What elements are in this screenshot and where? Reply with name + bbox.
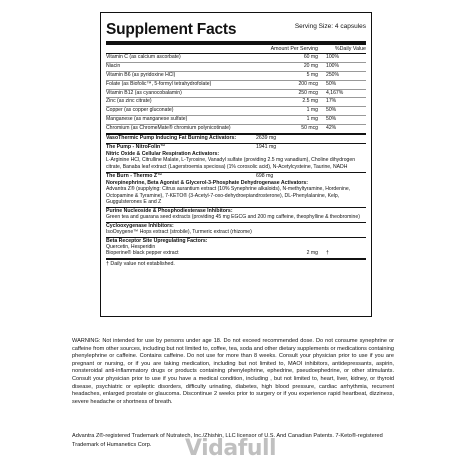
nutrient-name: Folate (as Biofolic™, 5-formyl tetrahydrofolate) [106,80,212,87]
nutrient-amount: 60 mg [303,54,318,60]
bioperine-row [106,250,366,258]
amount-column-label: Amount Per Serving [270,46,318,52]
burn-blend-label: The Burn - Thermo Z™ [106,172,163,179]
daily-value-column-label: %Daily Value [334,46,366,52]
serving-size: Serving Size: 4 capsules [294,23,366,30]
watermark-logo: Vidafull [185,436,277,461]
pump-section-text: L-Arginine HCl, Citrulline Malate, L-Tyrosine, Vanadyl sulfate (providing 2.5 mg vanadium), Choline dihydrogen citrate, Banaba leaf extract (Lagerstroemia speciosa) (1% corosolic acid), N-Acetylcysteine, Taurine, NADH [106,157,356,170]
nutrient-amount: 5 mg [306,71,318,78]
nutrient-dv: 4,167% [326,89,344,96]
supplement-facts-panel [100,12,372,317]
bioperine-dv: † [326,250,329,257]
panel-title: Supplement Facts [106,21,237,38]
nutrient-amount: 1 mg [306,116,318,123]
nutrient-name: Manganese (as manganese sulfate) [106,116,188,123]
footnote: † Daily value not established. [106,261,175,268]
nutrient-dv: 100% [326,62,340,69]
nutrient-row [106,97,366,106]
nutrient-name: Copper (as copper gluconate) [106,107,174,114]
pump-section-heading: Nitric Oxide & Cellular Respiration Activators: [106,151,220,158]
cox-section-heading: Cyclooxygenase Inhibitors: [106,222,174,229]
bioperine-name: Bioperine® black pepper extract [106,250,179,257]
purine-section-text: Green tea and guarana seed extracts (providing 45 mg EGCG and 200 mg caffeine, theophylline & theobromine) [106,213,360,220]
nutrient-amount: 2.5 mg [302,98,318,105]
nutrient-dv: 42% [326,125,337,132]
nutrient-row [106,106,366,115]
nutrient-row [106,54,366,62]
bioperine-amount: 2 mg [306,250,318,257]
burn-section-text: Advantra Z® (supplying: Citrus aurantium extract (10% Synephrine alkaloids), N-methyltyramine, Hordenine, Octopamine & Tyramine), 7-KETO® (3-Acetyl-7-oxo-dehydroepiandrosterone), DL-Phenylalanine, Kelp, Guggulsterones E and Z [106,186,351,205]
burn-blend-amount: 698 mg [256,172,274,179]
blend-total-amount: 2639 mg [256,135,277,142]
cox-section-text: IsoOxygene™ Hops extract (strobile), Turmeric extract (rhizome) [106,228,252,235]
nutrient-dv: 250% [326,71,340,78]
nutrient-dv: 100% [326,54,340,60]
nutrient-name: Niacin [106,62,121,69]
nutrient-row [106,62,366,71]
nutrient-name: Vitamin C (as calcium ascorbate) [106,54,181,60]
warning-text: WARNING: Not intended for use by persons under age 18. Do not exceed recommended dose. Do not consume synephrine or caffeine from other sources, including but not limited to, coffee, tea, soda and other dietary supplements or medications containing phenylephrine or caffeine. Contains caffeine. Do not use for more than 8 weeks. Consult your physician prior to use if you are pregnant or nursing, or if you are taking medication, including but not limited to, MAOI inhibitors, antidepressants, aspirin, nonsteroidal anti-inflammatory drugs or products containing phenylephrine, ephedrine, pseudoephedrine, or other stimulants. Consult your physician prior to use if you have a medical condition, including , but not limited to, heart, liver, kidney, or thyroid disease, psychiatric or epileptic disorders, difficulty urinating, diabetes, high blood pressure, cardiac arrhythmia, recurrent headaches, enlarged prostate or glaucoma. Discontinue 2 weeks prior to surgery or if you experience rapid heartbeat, dizziness, severe headache or shortness of breath. [72,338,394,405]
nutrient-dv: 50% [326,116,337,123]
nutrient-list [106,54,366,133]
nutrient-name: Zinc (as zinc citrate) [106,98,152,105]
blend-total-label: VasoThermic Pump Inducing Fat Burning Activators: [106,135,237,142]
nutrient-name: Vitamin B6 (as pyridoxine HCl) [106,71,176,78]
panel-header [106,15,366,39]
nutrient-amount: 1 mg [306,107,318,114]
nutrient-row [106,89,366,98]
nutrient-row [106,80,366,89]
beta-section-line1: Quercetin, Hesperidin [106,243,156,250]
pump-blend-amount: 1941 mg [256,143,277,150]
nutrient-row [106,71,366,80]
pump-blend-label: The Pump - NitroFolin™ [106,143,166,150]
nutrient-row [106,124,366,133]
blend-total-row [106,135,366,143]
nutrient-amount: 250 mcg [298,89,318,96]
nutrient-row [106,115,366,124]
beta-section-heading: Beta Receptor Site Upregulating Factors: [106,237,208,244]
nutrient-name: Chromium (as ChromeMate® chromium polynicotinate) [106,125,231,132]
burn-section-heading: Norepinephrine, Beta Agonist & Glycerol-3-Phosphate Dehydrogenase Activators: [106,180,308,187]
pump-blend-row [106,144,366,152]
purine-section-heading: Purine Nucleoside & Phosphodiesterase Inhibitors: [106,207,233,214]
trademark-text: Advantra Z®-registered Trademark of Nutratech, Inc./Zhishin, LLC licensor of U.S. And Canadian Patents. 7-Keto®-registered Trademark of Humanetics Corp. [72,433,383,448]
burn-blend-row [106,173,366,181]
nutrient-name: Vitamin B12 (as cyanocobalamin) [106,89,182,96]
nutrient-dv: 50% [326,80,337,87]
column-header [106,45,366,53]
nutrient-dv: 50% [326,107,337,114]
nutrient-amount: 20 mg [303,62,318,69]
nutrient-amount: 50 mcg [301,125,318,132]
nutrient-dv: 17% [326,98,337,105]
nutrient-amount: 200 mcg [298,80,318,87]
